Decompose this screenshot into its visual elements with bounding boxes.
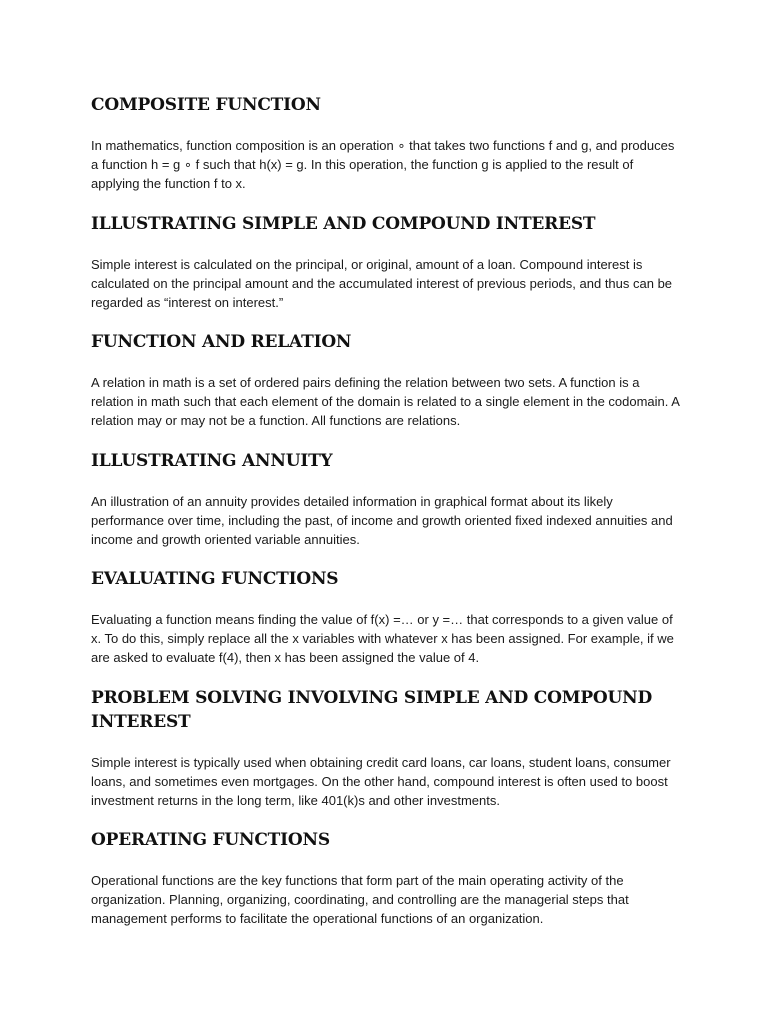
section-heading: PROBLEM SOLVING INVOLVING SIMPLE AND COMPOUND INTEREST — [91, 688, 653, 732]
section-heading: ILLUSTRATING ANNUITY — [91, 451, 333, 471]
section-body: Operational functions are the key functions that form part of the main operating activity of the organization. Planning, organizing, coordinating, and controlling are the managerial steps that management performs to facilitate the operational functions of an organization. — [91, 873, 629, 926]
section-evaluating-functions — [91, 567, 681, 667]
section-heading: FUNCTION AND RELATION — [91, 332, 352, 352]
section-body: Simple interest is typically used when obtaining credit card loans, car loans, student loans, consumer loans, and sometimes even mortgages. On the other hand, compound interest is often used to boost investment returns in the long term, like 401(k)s and other investments. — [91, 755, 671, 808]
section-heading: COMPOSITE FUNCTION — [91, 95, 321, 115]
section-problem-solving-interest — [91, 686, 681, 810]
section-composite-function — [91, 93, 681, 193]
section-illustrating-annuity — [91, 449, 681, 549]
section-body: In mathematics, function composition is an operation ∘ that takes two functions f and g, and produces a function h = g ∘ f such that h(x) = g. In this operation, the function g is applied to the result of applying the function f to x. — [91, 138, 675, 191]
section-function-and-relation — [91, 330, 681, 430]
section-operating-functions — [91, 828, 681, 928]
section-body: Evaluating a function means finding the value of f(x) =… or y =… that corresponds to a given value of x. To do this, simply replace all the x variables with whatever x has been assigned. For example, if we are asked to evaluate f(4), then x has been assigned the value of 4. — [91, 612, 674, 665]
section-simple-compound-interest — [91, 212, 681, 312]
section-body: A relation in math is a set of ordered pairs defining the relation between two sets. A function is a relation in math such that each element of the domain is related to a single element in the codomain. A relation may or may not be a function. All functions are relations. — [91, 375, 680, 428]
section-body: An illustration of an annuity provides detailed information in graphical format about its likely performance over time, including the past, of income and growth oriented fixed indexed annuities and income and growth oriented variable annuities. — [91, 494, 673, 547]
section-body: Simple interest is calculated on the principal, or original, amount of a loan. Compound interest is calculated on the principal amount and the accumulated interest of previous periods, and thus can be regarded as “interest on interest.” — [91, 257, 673, 310]
section-heading: EVALUATING FUNCTIONS — [91, 569, 339, 589]
section-heading: OPERATING FUNCTIONS — [91, 830, 330, 850]
section-heading: ILLUSTRATING SIMPLE AND COMPOUND INTEREST — [91, 214, 596, 234]
